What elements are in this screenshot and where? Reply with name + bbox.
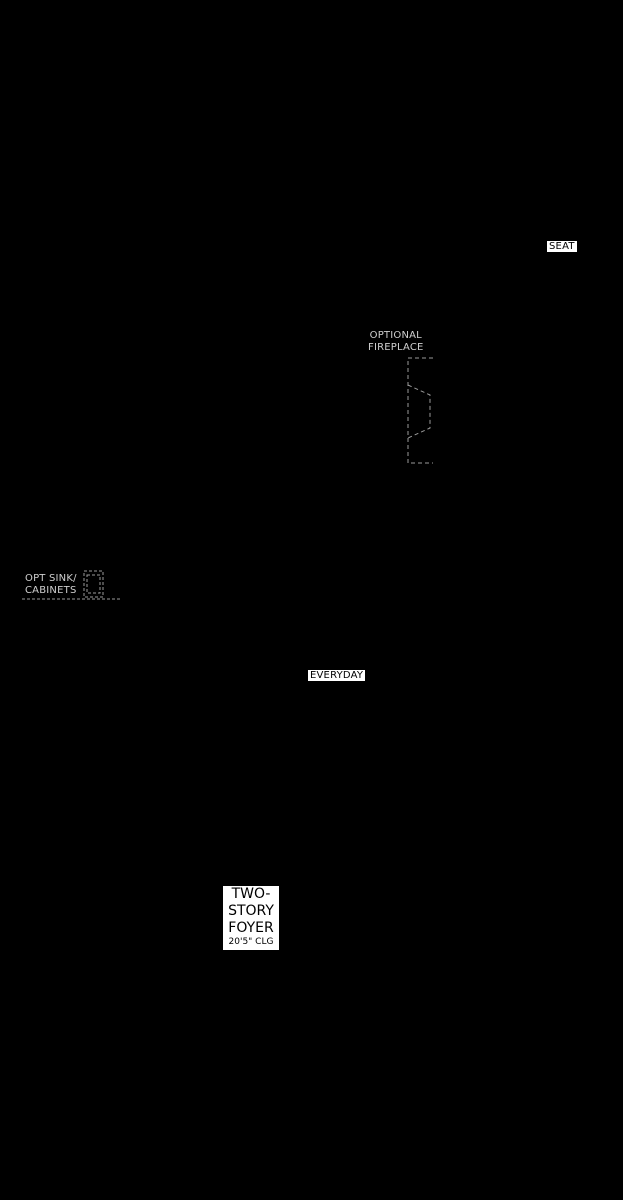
foyer-line-2: STORY	[228, 903, 274, 919]
optional-fireplace-line-2: FIREPLACE	[368, 342, 424, 353]
two-story-foyer-label	[223, 886, 279, 950]
foyer-line-3: FOYER	[228, 920, 274, 936]
opt-sink-line-2: CABINETS	[25, 585, 77, 596]
opt-sink-cabinets-label	[25, 573, 77, 597]
foyer-line-1: TWO-	[231, 886, 271, 902]
optional-fireplace-label	[368, 330, 424, 354]
foyer-ceiling-height: 20'5" CLG	[228, 937, 274, 947]
seat-label: SEAT	[549, 241, 575, 252]
opt-sink-line-1: OPT SINK/	[25, 573, 77, 584]
everyday-label: EVERYDAY	[310, 670, 364, 681]
optional-fireplace-outline	[408, 358, 433, 463]
optional-fireplace-line-1: OPTIONAL	[369, 330, 422, 341]
